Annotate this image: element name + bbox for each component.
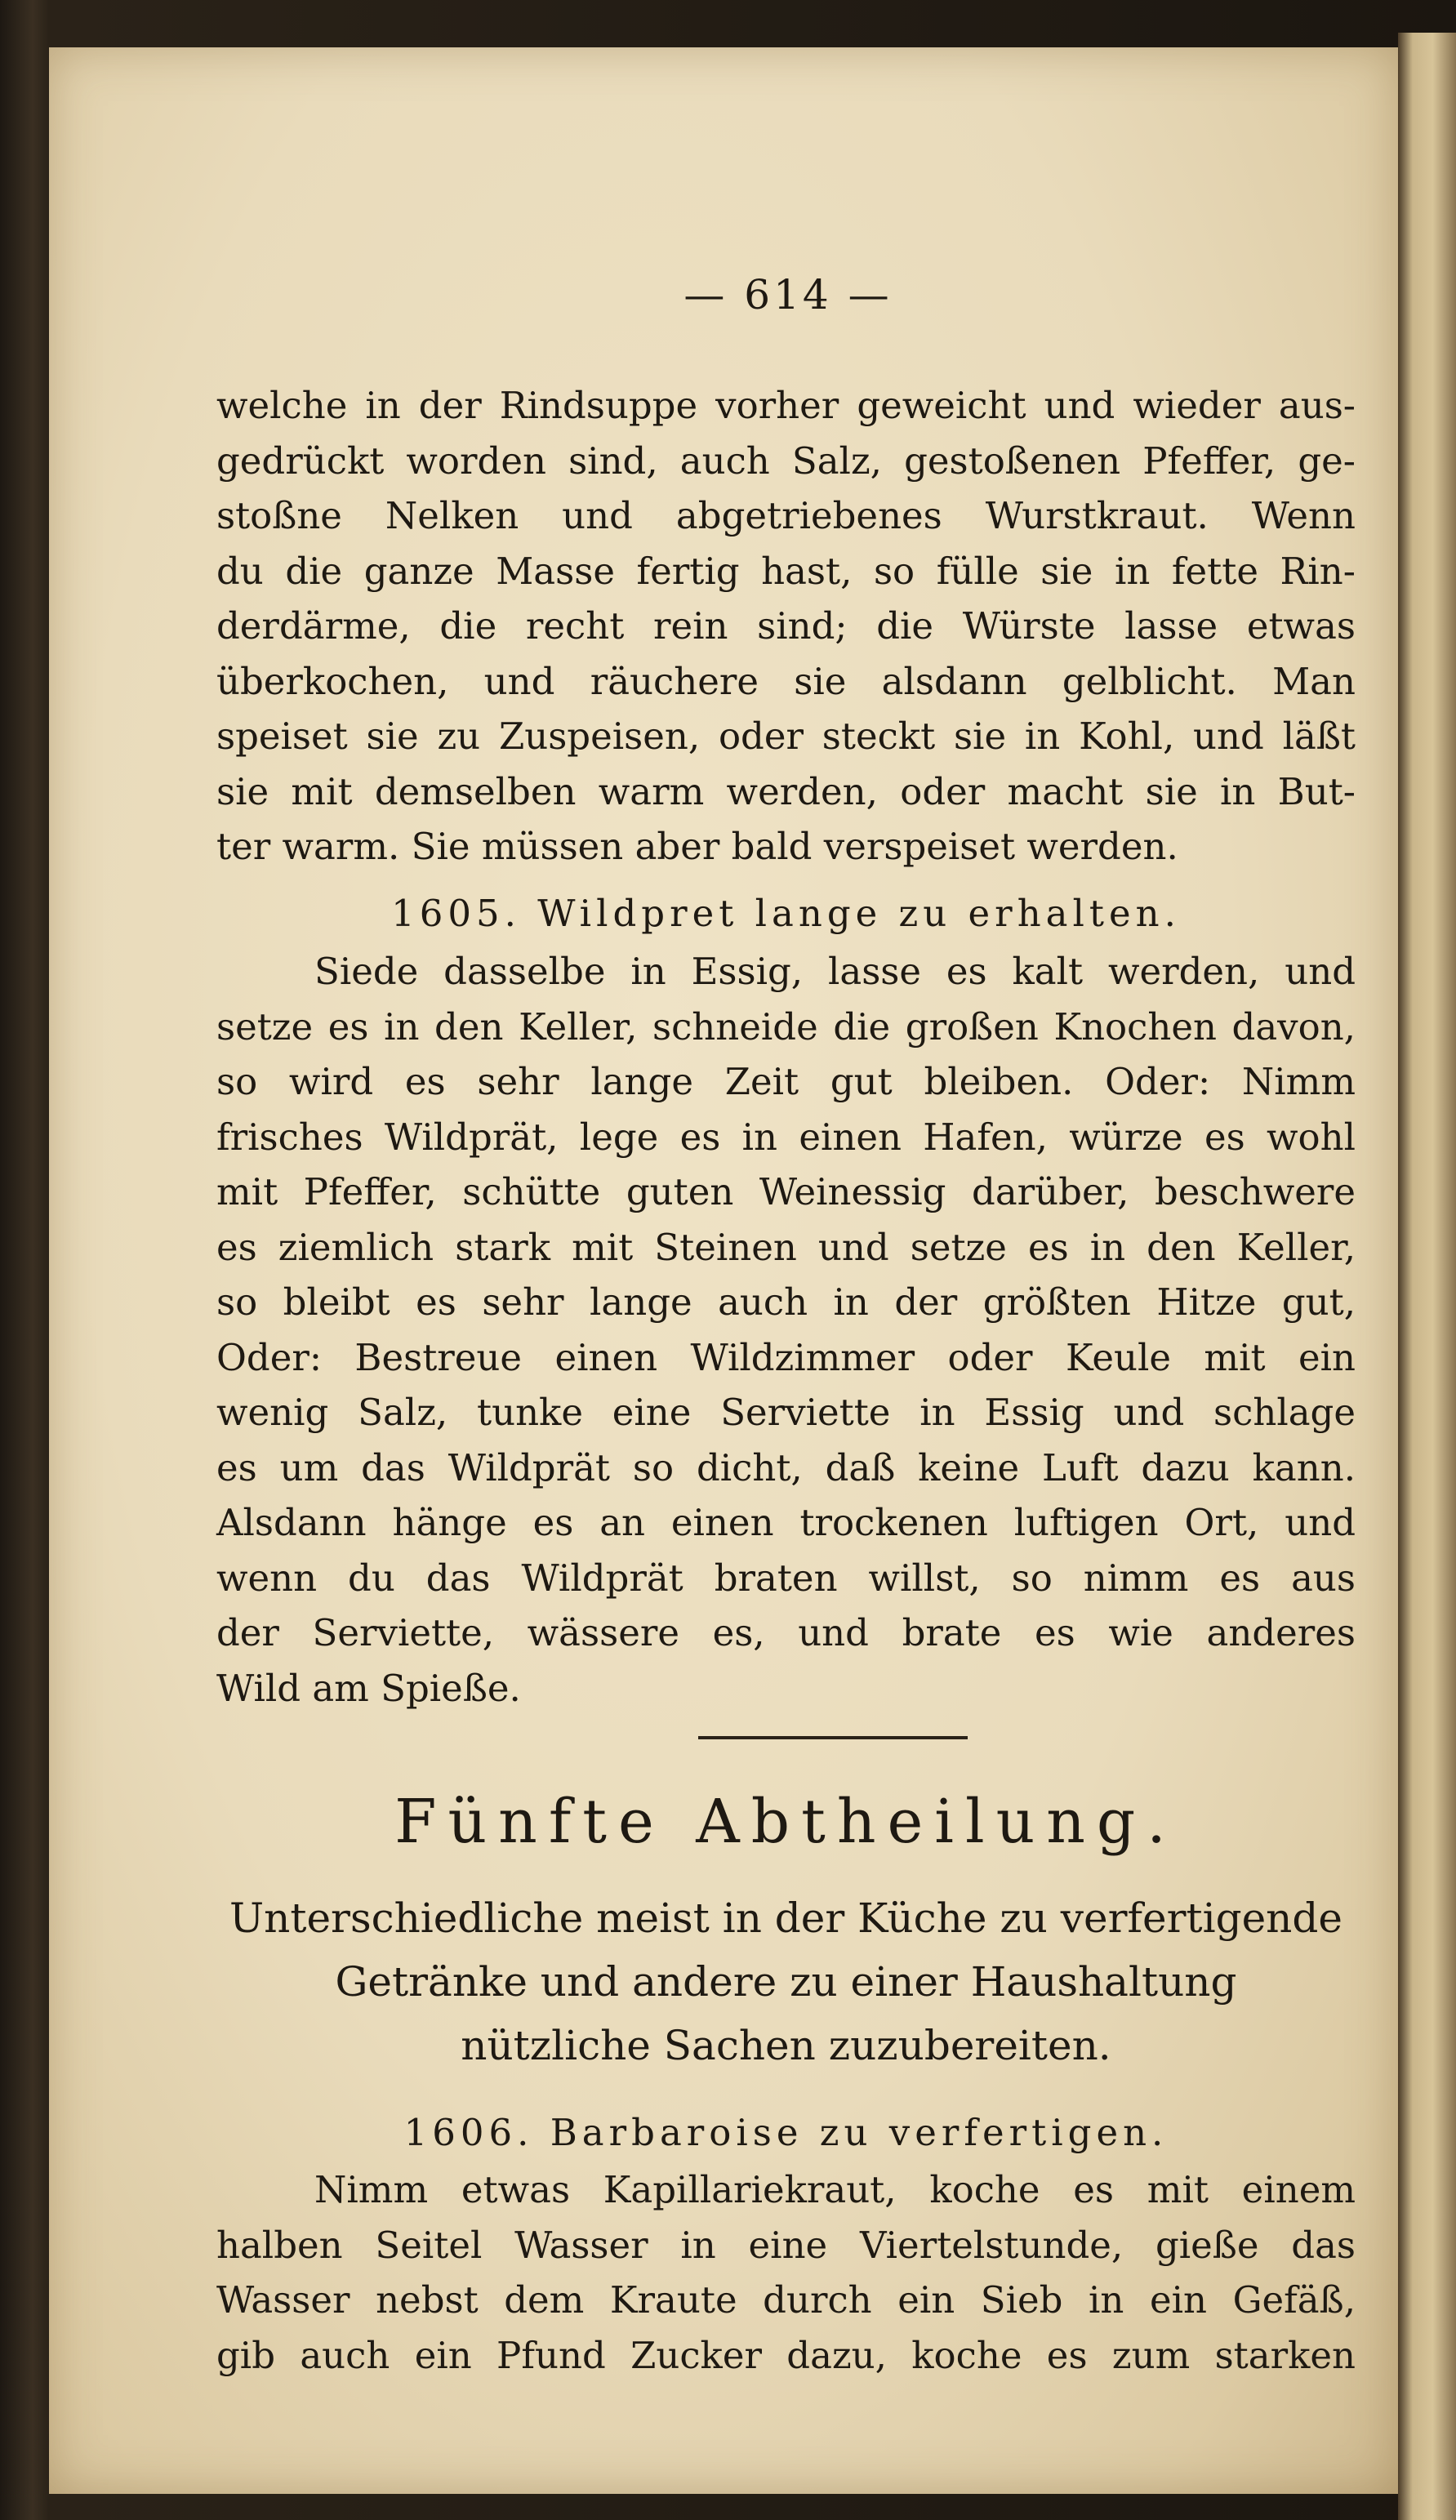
- text-line: es ziemlich stark mit Steinen und setze es in den Keller,: [216, 1225, 1356, 1269]
- text-line: Oder: Bestreue einen Wildzimmer oder Keule mit ein: [216, 1335, 1356, 1379]
- text-line: der Serviette, wässere es, und brate es wie anderes: [216, 1611, 1356, 1654]
- text-line: so wird es sehr lange Zeit gut bleiben. Oder: Nimm: [216, 1060, 1356, 1103]
- recipe-heading-1605: 1605. Wildpret lange zu erhalten.: [391, 892, 1181, 935]
- book-page: [49, 47, 1398, 2494]
- subtitle-line: nützliche Sachen zuzubereiten.: [461, 2022, 1111, 2069]
- text-line: Alsdann hänge es an einen trockenen luftigen Ort, und: [216, 1501, 1356, 1544]
- paragraph-continued: [216, 378, 1356, 875]
- text-line: halben Seitel Wasser in eine Viertelstunde, gieße das: [216, 2223, 1356, 2267]
- section-divider: [698, 1736, 968, 1739]
- text-line: welche in der Rindsuppe vorher geweicht und wieder aus-: [216, 384, 1356, 427]
- text-line: es um das Wildprät so dicht, daß keine Luft dazu kann.: [216, 1445, 1356, 1489]
- recipe-heading-1606: 1606. Barbaroise zu verfertigen.: [403, 2111, 1169, 2154]
- text-line: Wasser nebst dem Kraute durch ein Sieb in ein Gefäß,: [216, 2278, 1356, 2322]
- recipe-paragraph-1605: [216, 944, 1356, 1716]
- recipe-paragraph-1606: [216, 2162, 1356, 2383]
- text-line: mit Pfeffer, schütte guten Weinessig darüber, beschwere: [216, 1170, 1356, 1213]
- text-line: derdärme, die recht rein sind; die Würste lasse etwas: [216, 604, 1356, 648]
- text-line: ter warm. Sie müssen aber bald verspeiset werden.: [216, 825, 1178, 868]
- text-line: du die ganze Masse fertig hast, so fülle sie in fette Rin-: [216, 549, 1356, 593]
- text-line: gib auch ein Pfund Zucker dazu, koche es zum starken: [216, 2333, 1356, 2377]
- text-line: Wild am Spieße.: [216, 1666, 521, 1710]
- text-line: überkochen, und räuchere sie alsdann gelblicht. Man: [216, 659, 1356, 703]
- text-line: frisches Wildprät, lege es in einen Hafen, würze es wohl: [216, 1115, 1356, 1159]
- text-line: sie mit demselben warm werden, oder macht sie in But-: [216, 769, 1356, 813]
- text-line: setze es in den Keller, schneide die großen Knochen davon,: [216, 1004, 1356, 1049]
- text-line: Nimm etwas Kapillariekraut, koche es mit einem: [314, 2168, 1356, 2211]
- text-line: wenig Salz, tunke eine Serviette in Essig und schlage: [216, 1391, 1356, 1434]
- text-line: speiset sie zu Zuspeisen, oder steckt sie in Kohl, und läßt: [216, 715, 1356, 758]
- subtitle-line: Getränke und andere zu einer Haushaltung: [335, 1958, 1237, 2006]
- text-line: stoßne Nelken und abgetriebenes Wurstkraut. Wenn: [216, 494, 1356, 537]
- adjacent-page-edge: [1398, 33, 1456, 2520]
- text-line: gedrückt worden sind, auch Salz, gestoßenen Pfeffer, ge-: [216, 439, 1356, 483]
- text-line: wenn du das Wildprät braten willst, so nimm es aus: [216, 1556, 1356, 1600]
- page-number: — 614 —: [683, 271, 893, 318]
- text-line: so bleibt es sehr lange auch in der größten Hitze gut,: [216, 1280, 1356, 1324]
- section-subtitle: [216, 1891, 1356, 2082]
- section-title: Fünfte Abtheilung.: [394, 1787, 1178, 1857]
- text-line: Siede dasselbe in Essig, lasse es kalt werden, und: [314, 950, 1356, 993]
- subtitle-line: Unterschiedliche meist in der Küche zu verfertigende: [229, 1894, 1342, 1942]
